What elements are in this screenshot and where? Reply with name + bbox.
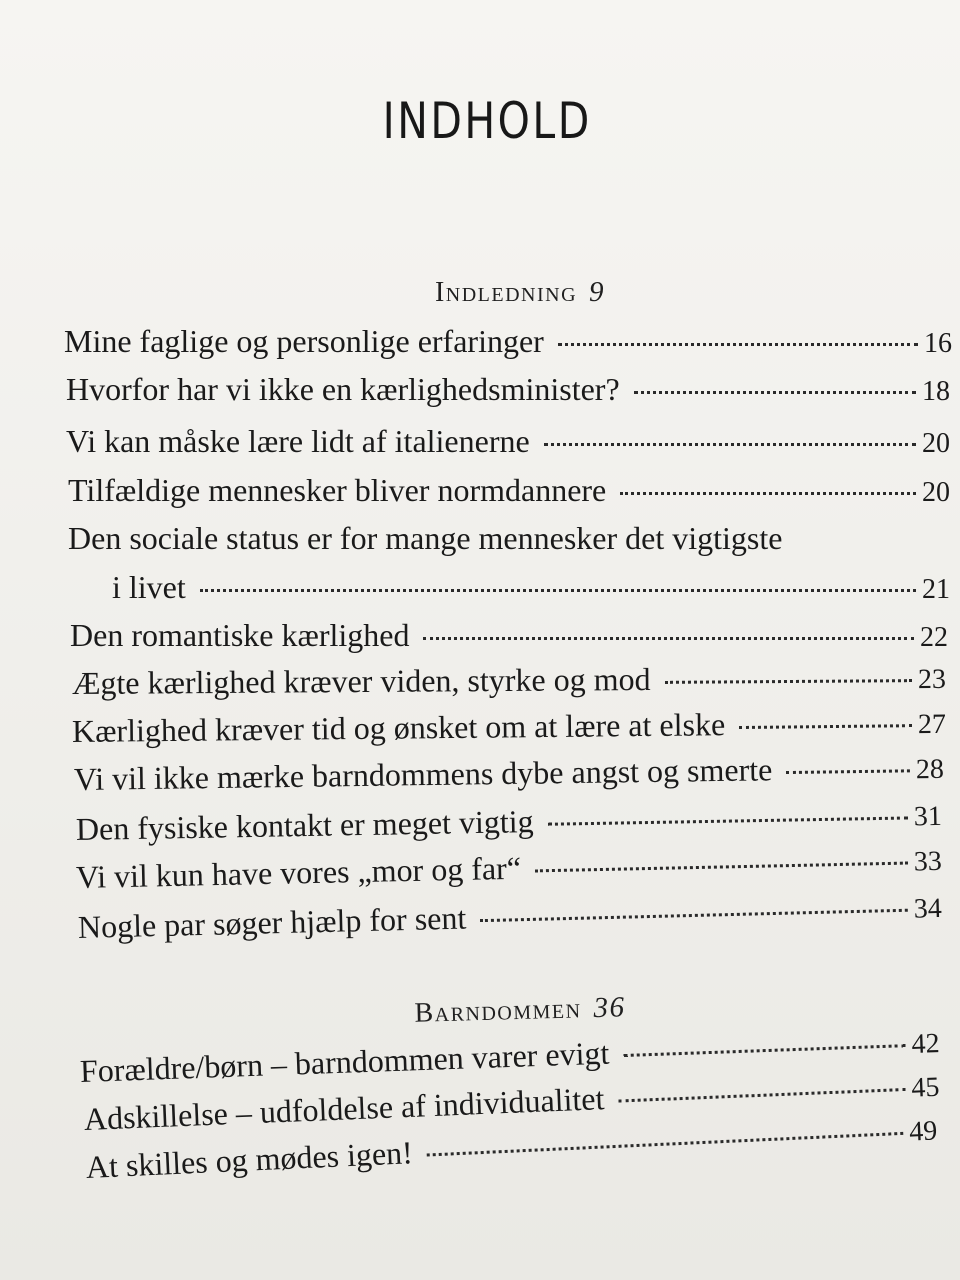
dot-leader — [786, 769, 910, 774]
toc-entry-label: Vi vil ikke mærke barndommens dybe angst og smerte — [73, 751, 773, 797]
toc-entry-page: 31 — [913, 800, 943, 833]
toc-entry-page: 23 — [917, 663, 947, 696]
toc-entry-label[interactable]: Den sociale status er for mange mennesker det vigtigste — [68, 520, 783, 556]
toc-entry-label: At skilles og mødes igen! — [85, 1134, 414, 1185]
page-title: INDHOLD — [382, 91, 592, 150]
toc-entry-label: Ægte kærlighed kræver viden, styrke og mod — [71, 660, 651, 701]
dot-leader — [623, 1044, 905, 1057]
toc-entry-label: Den fysiske kontakt er meget vigtig — [75, 803, 534, 847]
dot-leader — [535, 862, 908, 873]
show-through-texture — [0, 10, 960, 34]
section-heading-indledning — [0, 276, 960, 309]
dot-leader — [544, 443, 916, 446]
toc-entry-label: Forældre/børn – barndommen varer evigt — [79, 1034, 610, 1089]
toc-entry-page: 42 — [910, 1027, 941, 1060]
toc-entry-label: Mine faglige og personlige erfaringer — [64, 323, 544, 359]
toc-entry-page: 28 — [915, 753, 945, 786]
toc-entry-page: 45 — [910, 1071, 940, 1104]
toc-entry-page: 27 — [917, 708, 947, 741]
toc-entry[interactable] — [74, 748, 944, 801]
toc-entry-continuation[interactable] — [112, 568, 950, 609]
toc-entry-page: 33 — [913, 845, 943, 878]
toc-entry-label: Tilfældige mennesker bliver normdannere — [68, 472, 607, 508]
toc-entry-label: Adskillelse – udfoldelse af individualitet — [83, 1080, 606, 1137]
toc-entry-page: 18 — [922, 376, 950, 407]
toc-entry-label: Nogle par søger hjælp for sent — [77, 899, 467, 945]
section-heading-page: 36 — [593, 991, 626, 1025]
toc-entry[interactable] — [72, 703, 946, 753]
dot-leader — [618, 1088, 905, 1103]
toc-entry-label: Kærlighed kræver tid og ønsket om at lære at elske — [71, 706, 726, 749]
toc-entry-page: 20 — [922, 477, 950, 508]
dot-leader — [480, 909, 908, 922]
toc-entry[interactable] — [66, 422, 950, 463]
toc-entry[interactable] — [64, 322, 952, 363]
toc-entry-page: 16 — [924, 328, 952, 359]
toc-entry-page: 20 — [922, 428, 950, 459]
section-heading-label: Barndommen — [414, 993, 582, 1029]
dot-leader — [665, 679, 912, 684]
toc-entry[interactable] — [70, 616, 948, 657]
toc-entry-page: 22 — [920, 622, 948, 653]
toc-entry[interactable] — [66, 370, 950, 411]
dot-leader — [558, 343, 918, 346]
dot-leader — [423, 637, 914, 640]
section-heading-page: 9 — [589, 276, 606, 308]
dot-leader — [739, 724, 912, 729]
toc-entry-label: Vi vil kun have vores „mor og far“ — [75, 849, 522, 895]
dot-leader — [200, 589, 916, 592]
toc-entry-page: 34 — [913, 892, 943, 925]
toc-entry-label: Vi kan måske lære lidt af italienerne — [66, 423, 530, 459]
dot-leader — [620, 492, 916, 495]
toc-entry-label: Hvorfor har vi ikke en kærlighedsminister? — [66, 371, 620, 407]
toc-entry-label: Den romantiske kærlighed — [70, 617, 410, 653]
toc-entry[interactable] — [68, 471, 950, 512]
toc-entry[interactable] — [72, 658, 946, 705]
toc-entry-page: 49 — [908, 1115, 938, 1148]
toc-entry-label-continuation: i livet — [112, 569, 186, 605]
toc-entry-page: 21 — [922, 574, 950, 605]
dot-leader — [427, 1132, 904, 1157]
dot-leader — [634, 391, 916, 394]
dot-leader — [548, 816, 908, 825]
section-heading-label: Indledning — [434, 277, 578, 308]
